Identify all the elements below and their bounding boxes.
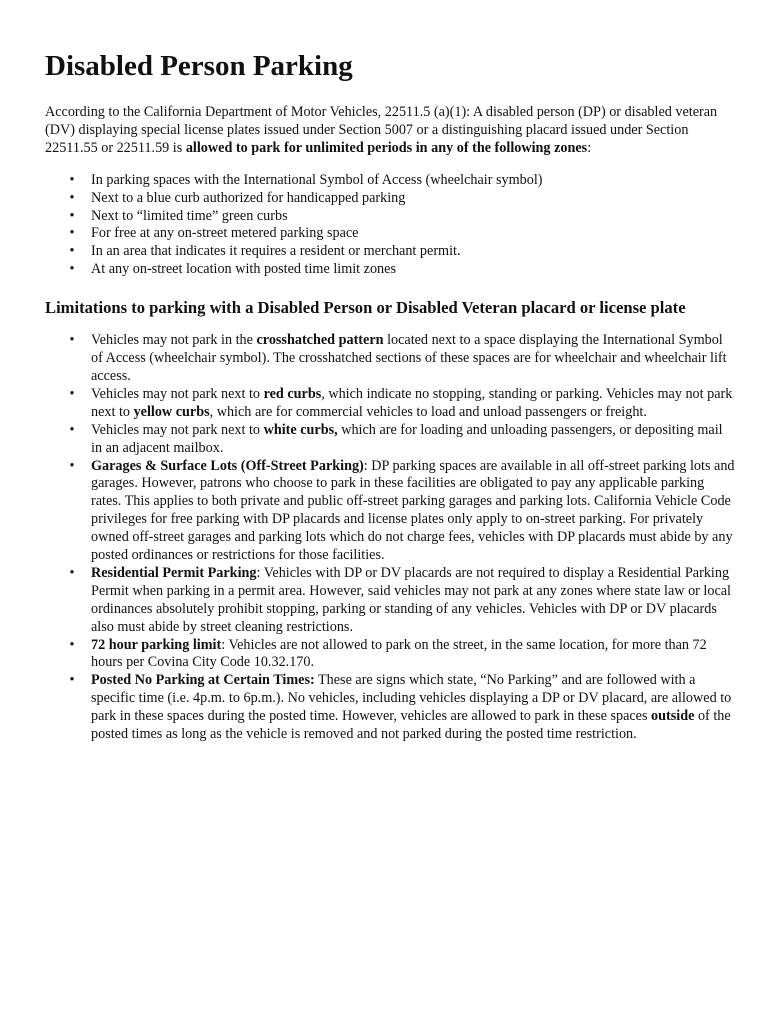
limitations-heading: Limitations to parking with a Disabled Person or Disabled Veteran placard or license plate [45,298,686,318]
limitation-text: These are signs which state, “No Parking” and are followed with a specific time (i.e. 4p.m. to 6p.m.). No vehicles, including vehicles displaying a DP or DV placard, are allowed to park in these spaces during the posted time. However, vehicles are allowed to park in these spaces [91,672,732,725]
limitation-crosshatched [45,332,735,386]
limitation-text: Vehicles may not park next to [91,421,264,438]
bullet-icon: • [69,207,75,224]
bullet-icon: • [69,385,75,402]
list-item [45,243,735,261]
limitation-bold-text: 72 hour parking limit [91,636,222,653]
limitation-bold-text: red curbs [263,385,322,402]
limitation-white-curbs [45,422,735,458]
bullet-icon: • [69,421,75,438]
zone-text: In parking spaces with the International Symbol of Access (wheelchair symbol) [91,171,543,188]
limitation-text: which are for loading and unloading passengers, or depositing mail in an adjacent mailbox. [91,421,723,456]
intro-bold-text: allowed to park for unlimited periods in any of the following zones [185,139,588,156]
limitation-text: : Vehicles are not allowed to park on the street, in the same location, for more than 72 hours per Covina City Code 10.32.170. [91,636,707,671]
zone-text: Next to “limited time” green curbs [91,207,288,224]
limitation-bold-text: Garages & Surface Lots (Off-Street Parking) [91,457,364,474]
zone-text: In an area that indicates it requires a resident or merchant permit. [91,243,461,260]
limitation-text: , which are for commercial vehicles to load and unload passengers or freight. [209,403,647,420]
zone-text: Next to a blue curb authorized for handicapped parking [91,189,406,206]
document-page [45,48,735,744]
limitation-text: of the posted times as long as the vehicle is removed and not parked during the posted time restriction. [91,708,731,743]
list-item [45,190,735,208]
page-title: Disabled Person Parking [45,50,353,82]
bullet-icon: • [69,457,75,474]
limitation-72-hour [45,637,735,673]
intro-end: : [587,139,592,156]
limitation-bold-text: yellow curbs [133,403,210,420]
list-item [45,225,735,243]
allowed-zones-list [45,172,735,279]
intro-paragraph [45,104,735,158]
list-item [45,172,735,190]
bullet-icon: • [69,261,75,278]
limitation-posted-times [45,672,735,744]
bullet-icon: • [69,332,75,349]
limitation-bold-text: white curbs, [263,421,338,438]
limitation-curbs [45,386,735,422]
limitation-bold-text: Posted No Parking at Certain Times: [91,672,315,689]
limitation-bold-text: Residential Permit Parking [91,564,257,581]
zone-text: At any on-street location with posted time limit zones [91,261,396,278]
limitation-text: : Vehicles with DP or DV placards are not required to display a Residential Parking Permit when parking in a permit area. However, said vehicles may not park at any zones where state law or local ordinances absolutely prohibit stopping, parking or standing of any vehicles. Vehicles with DP or DV placards also must abide by street cleaning restrictions. [91,564,732,635]
bullet-icon: • [69,243,75,260]
limitation-text: Vehicles may not park next to [91,385,264,402]
intro-text: According to the California Department of Motor Vehicles, 22511.5 (a)(1): A disabled person (DP) or disabled veteran (DV) displaying special license plates issued under Section 5007 or a distinguishing placard issued under Section 22511.55 or 22511.59 is [45,104,718,156]
bullet-icon: • [69,636,75,653]
limitation-bold-text: crosshatched pattern [256,332,384,349]
limitation-bold-text: outside [651,708,695,725]
limitations-list [45,332,735,744]
limitation-text: : DP parking spaces are available in all off-street parking lots and garages. However, patrons who choose to park in these facilities are obligated to pay any applicable parking rates. This applies to both private and public off-street parking garages and parking lots. California Vehicle Code privileges for free parking with DP placards and license plates only apply to on-street parking. For privately owned off-street garages and parking lots which do not charge fees, vehicles with DP placards must abide by any posted ordinances or restrictions for those facilities. [91,457,735,564]
bullet-icon: • [69,225,75,242]
limitation-text: Vehicles may not park in the [91,332,257,349]
bullet-icon: • [69,171,75,188]
bullet-icon: • [69,672,75,689]
limitation-text: located next to a space displaying the International Symbol of Access (wheelchair symbol). The crosshatched sections of these spaces are for wheelchair and wheelchair lift access. [91,332,727,384]
list-item [45,208,735,226]
limitation-garages [45,458,735,565]
bullet-icon: • [69,564,75,581]
bullet-icon: • [69,189,75,206]
limitation-text: , which indicate no stopping, standing or parking. Vehicles may not park next to [91,385,733,420]
list-item [45,261,735,279]
zone-text: For free at any on-street metered parking space [91,225,359,242]
limitation-residential [45,565,735,637]
